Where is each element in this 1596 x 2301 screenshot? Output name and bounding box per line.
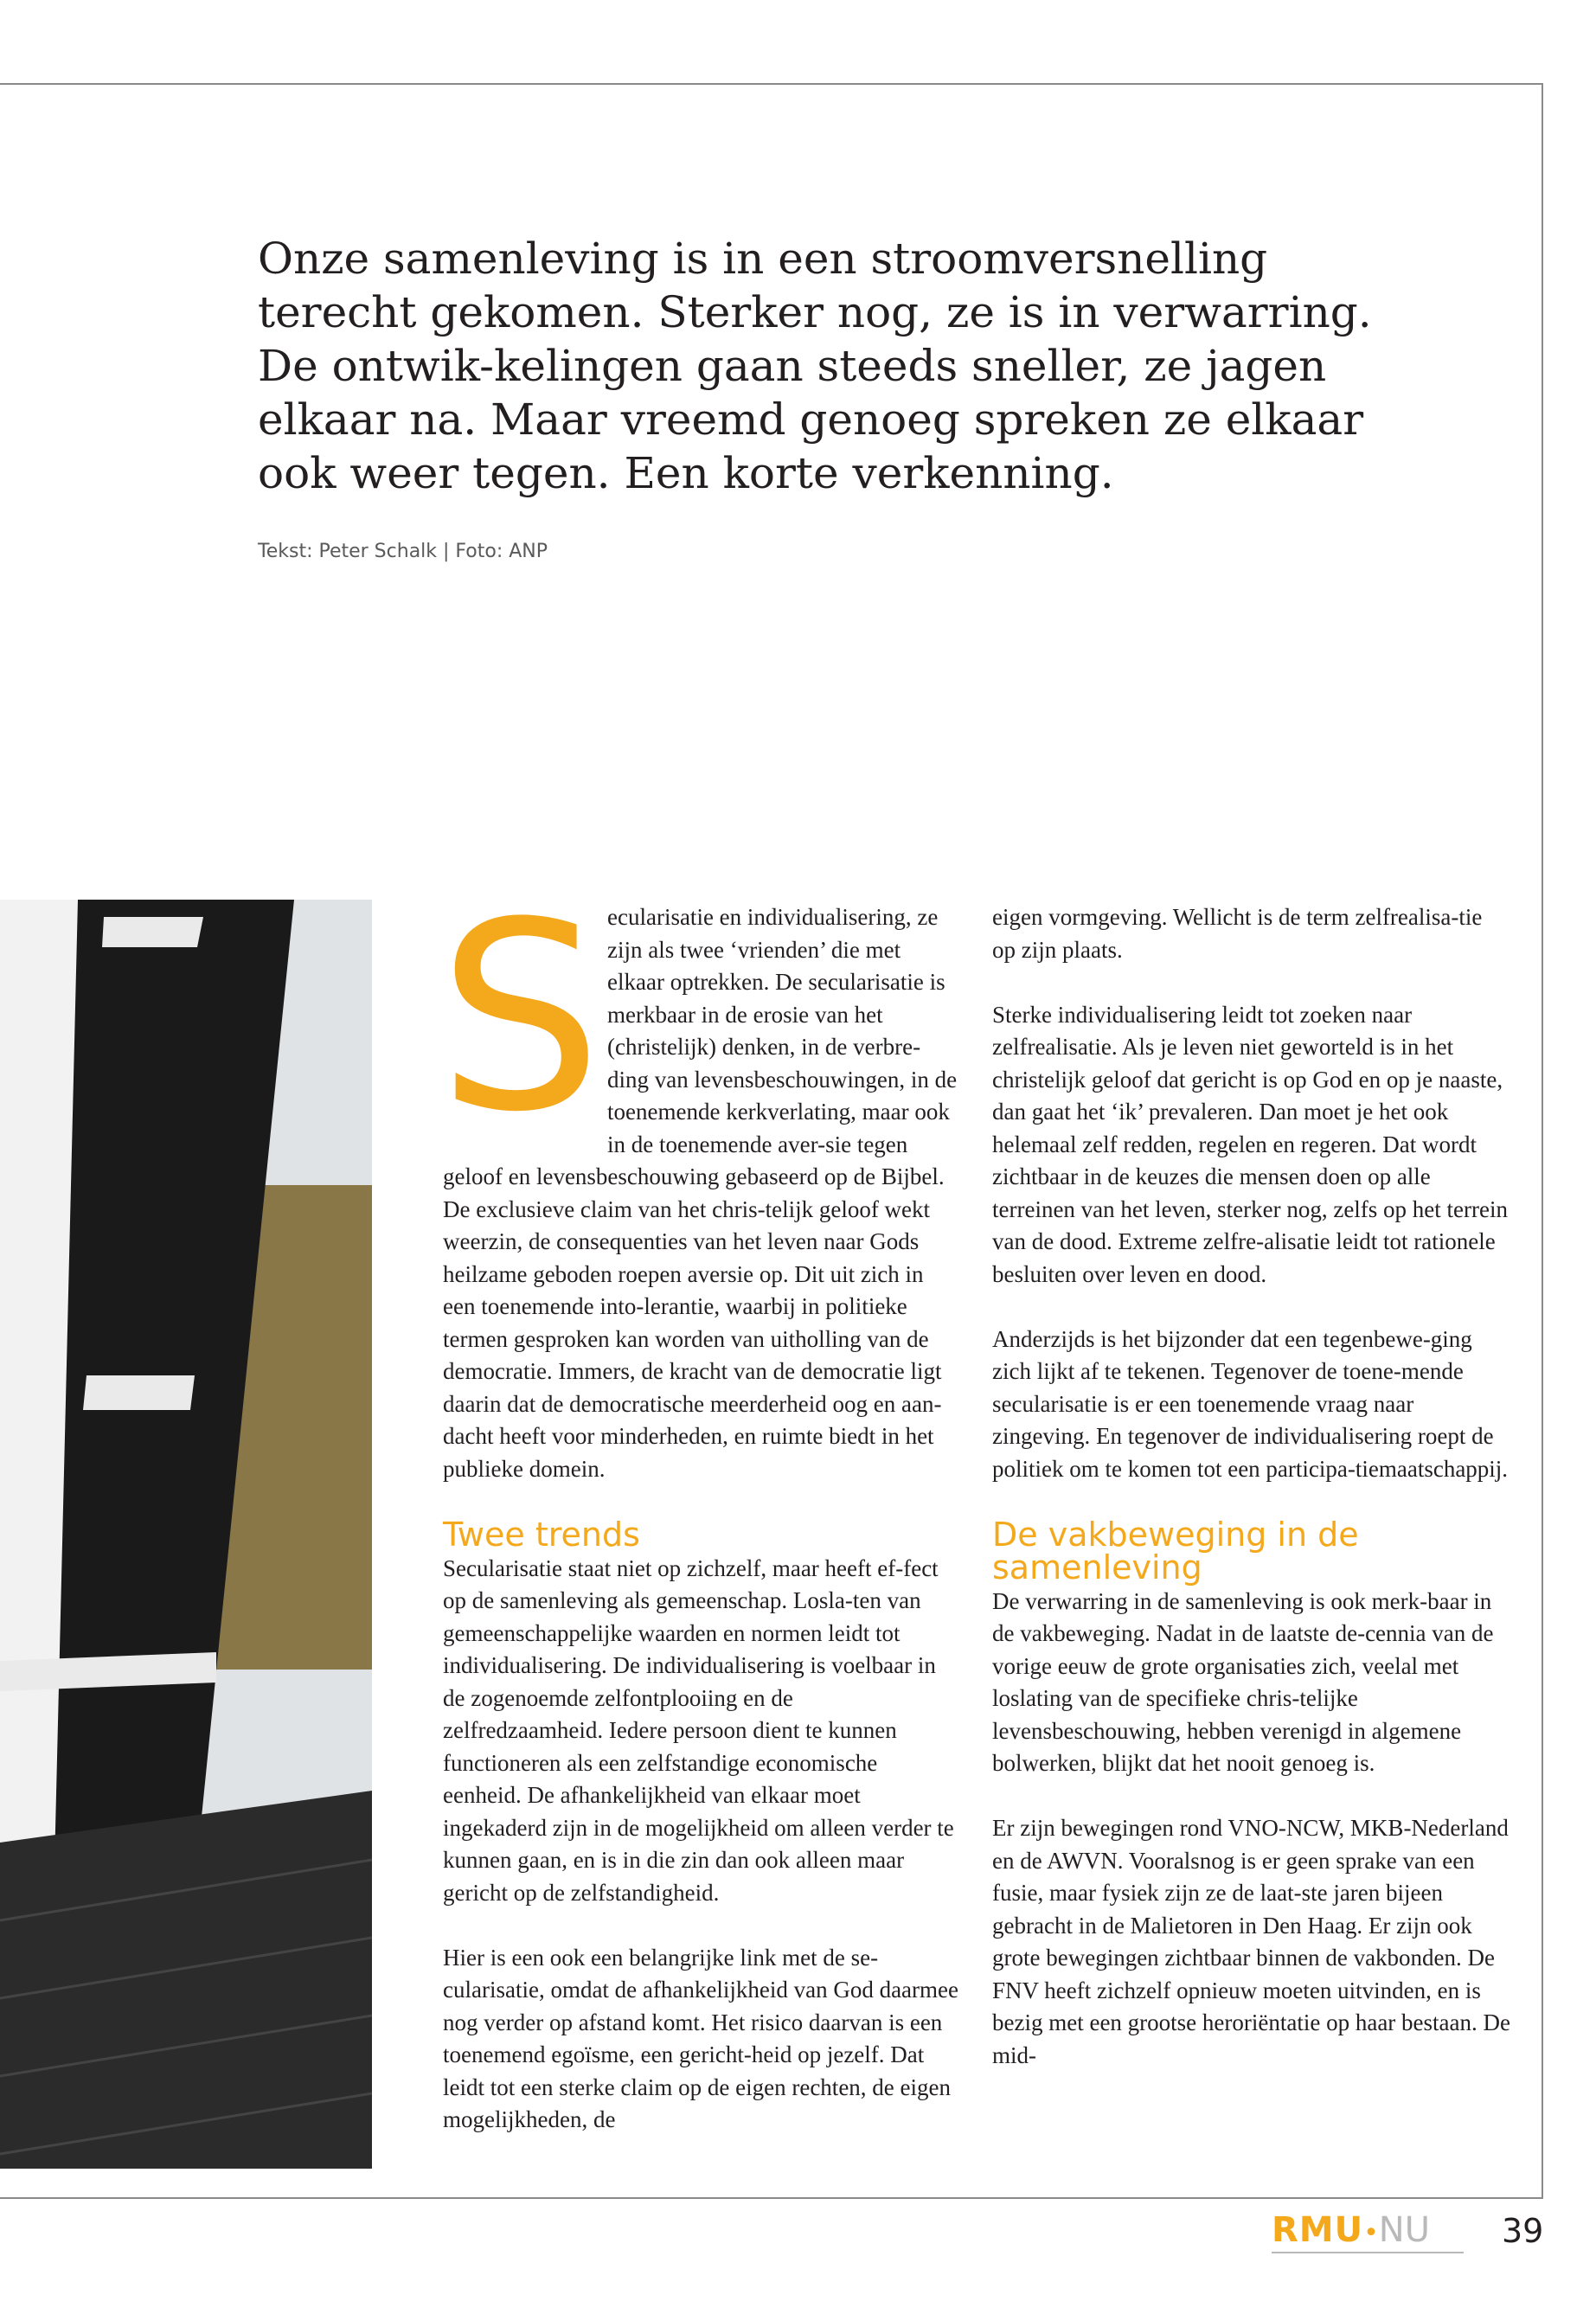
paragraph: Anderzijds is het bijzonder dat een tegenbewe-ging zich lijkt af te tekenen. Tegenover de toene-mende secularisatie is er een toenemende vraag naar zingeving. En tegenover de individualisering roept de politiek om te komen tot een participa-tiemaatschappij. — [992, 1325, 1509, 1482]
article-column-2 — [992, 901, 1511, 2072]
logo-main: RMU — [1272, 2210, 1364, 2250]
subheading-vakbeweging: De vakbeweging in de samenleving — [992, 1515, 1359, 1586]
article-column-1 — [438, 867, 959, 2137]
paragraph: Secularisatie staat niet op zichzelf, maar heeft ef-fect op de samenleving als gemeenschap. Losla-ten van gemeenschappelijke waarden en normen leidt tot individualisering. De individualisering is voelbaar in de zogenoemde zelfontplooiing en de zelfredzaamheid. Iedere persoon dient te kunnen functioneren als een zelfstandige economische eenheid. De afhankelijkheid van elkaar moet ingekaderd zijn in de mogelijkheid om alleen verder te kunnen gaan, en is in die zin dan ook alleen maar gericht op de zelfstandigheid. — [443, 1554, 954, 1906]
paragraph: Sterke individualisering leidt tot zoeken naar zelfrealisatie. Als je leven niet geworteld is in het christelijk geloof dat gericht is op God en op je naaste, dan gaat het ‘ik’ prevaleren. Dan moet je het ook helemaal zelf redden, regelen en regeren. Dat wordt zichtbaar in de keuzes die mensen doen op alle terreinen van het leven, sterker nog, zelfs op het terrein van de dood. Extreme zelfre-alisatie leidt tot rationele besluiten over leven en dood. — [992, 1001, 1508, 1287]
paragraph: eigen vormgeving. Wellicht is de term zelfrealisa-tie op zijn plaats. — [992, 904, 1483, 963]
rmu-nu-logo — [1272, 2210, 1430, 2253]
paragraph: Er zijn bewegingen rond VNO-NCW, MKB-Nederland en de AWVN. Vooralsnog is er geen sprake van een fusie, maar fysiek zijn ze de laat-ste jaren bijeen gebracht in de Malietoren in Den Haag. Er zijn ook grote bewegingen zichtbaar binnen de vakbonden. De FNV heeft zichzelf opnieuw moeten uitvinden, en is bezig met een grootse heroriëntatie op haar bestaan. De mid- — [992, 1815, 1510, 2068]
photo-illustration — [0, 900, 372, 2169]
intro-text: Onze samenleving is in een stroomversnelling terecht gekomen. Sterker nog, ze is in verwarring. De ontwik-kelingen gaan steeds sneller, ze jagen elkaar na. Maar vreemd genoeg spreken ze elkaar ook weer tegen. Een korte verkenning. — [258, 234, 1372, 498]
credit-line: Tekst: Peter Schalk | Foto: ANP — [258, 541, 548, 562]
logo-dot: • — [1363, 2218, 1379, 2248]
paragraph-text: ecularisatie en individualisering, ze zijn als twee ‘vrienden’ die met elkaar optrekken. De secularisatie is merkbaar in de erosie van het (christelijk) denken, in de verbre-ding van levensbeschouwingen, in de toenemende kerkverlating, maar ook in de toenemende aver-sie tegen geloof en levensbeschouwing gebaseerd op de Bijbel. De exclusieve claim van het chris-telijk geloof wekt weerzin, de consequenties van het leven naar Gods heilzame geboden roepen aversie op. Dit uit zich in een toenemende into-lerantie, waarbij in politieke termen gesproken kan worden van uitholling van de democratie. Immers, de kracht van de democratie ligt daarin dat de democratische meerderheid oog en aan-dacht heeft voor minderheden, en ruimte biedt in het publieke domein. — [443, 904, 958, 1482]
paragraph: De verwarring in de samenleving is ook merk-baar in de vakbeweging. Nadat in de laatste de-cennia van de vorige eeuw de grote organisaties zich, veelal met loslating van de specifieke chris-telijke levensbeschouwing, hebben verenigd in algemene bolwerken, blijkt dat het nooit genoeg is. — [992, 1587, 1494, 1776]
article-photo — [0, 900, 372, 2169]
paragraph: Hier is een ook een belangrijke link met de se-cularisatie, omdat de afhankelijkheid van God daarmee nog verder op afstand komt. Het risico daarvan is een toenemend egoïsme, een gericht-heid op jezelf. Dat leidt tot een sterke claim op de eigen rechten, de eigen mogelijkheden, de — [443, 1944, 959, 2132]
subheading-twee-trends: Twee trends — [443, 1515, 640, 1554]
logo-underline — [1272, 2252, 1464, 2253]
drop-cap: S — [438, 867, 603, 1169]
page-number: 39 — [1502, 2212, 1544, 2250]
logo-suffix: NU — [1378, 2210, 1430, 2250]
paragraph — [438, 867, 958, 1485]
